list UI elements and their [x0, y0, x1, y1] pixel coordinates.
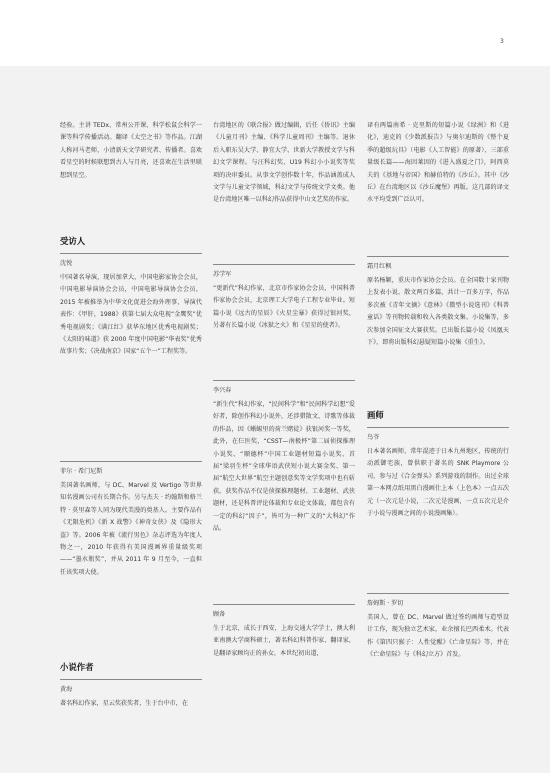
writers-section — [60, 661, 202, 710]
divider — [213, 264, 355, 265]
column-3-intro: 译有两篇南希 · 克里斯的短篇小说《绿洲》和《进化》，迪克的《少数派报告》与奥尔迪斯的《整个夏季的超级玩具》（电影《人工智能》的原著）、三部重量级长篇——海因莱因的《进入盛夏之门》，阿西莫夫的《基地与帝国》和赫伯特的《沙丘》。其中《沙丘》在台湾地区以《沙丘魔堡》再版。这几部的译文水平均受到广泛认可。 — [367, 122, 509, 204]
entry-bio: 美国著名画师，与 DC、Marvel 及 Vertigo 等世界知名漫画公司有长期合作。另与杰夫 · 约翰斯和格兰特 · 莫里森等人同为现代美漫的奠基人。主要作品有《无限危机》《新 X 战警》《神奇女侠》及《隐形大盗》等。2006 年被《流行男色》杂志评选为年度人物之一，2010 年获得有美国漫画界重量级奖项——“墨水瓶奖”，并从 2011 年 9 月至今，一直担任该奖项大使。 — [60, 482, 202, 576]
entry-bio: “更新代”科幻作家，北京市作家协会会员，中国科普作家协会会员，北京理工大学电子工程专业毕业。短篇小说《远古的星辰》《火星尘暴》获得过银河奖，另著有长篇小说《冰狱之火》和《星星的使者》。 — [213, 285, 355, 330]
entry-bio: 中国著名导演，现居加拿大，中国电影家协会会员，中国电影导演协会会员，中国电影导演协会会员，2015 年被推举为中华文化促进会海外理事，导演代表作：《甲肝，1988》获第七届大众电视“金鹰奖”优秀电视剧奖；《满江红》获华东地区优秀电视剧奖；《太阳的味道》获 2000 年度中国电影“华表奖”优秀故事片奖；《决战南京》国家“五个一”工程奖等。 — [60, 274, 202, 356]
entry-bio: “新生代”科幻作家，“民间科学”和“民间科学幻想”爱好者，除创作科幻小说外，还涉猎散文、诗歌等体裁的作品，因《蜥蜴里的荷兰赌徒》获银河奖一等奖，此外，在仨医奖，“CSST—南极杯”第二届侦探推理小说奖、“顺德杯”中国工业题材短篇小说奖、首届“梁羽生杯”全球华语武侠短小说大赛金奖、第一届“航空大世界”航空主题创意奖等文学奖项中也有斩获。获奖作品不仅是侦探推理题材、工业题材、武侠题材，还是科普评论体裁和专业论文体裁，都包含有一定的科幻“因子”，皆可为一种广义的“大科幻”作品。 — [213, 401, 355, 533]
divider — [367, 256, 509, 257]
entry-block — [60, 455, 202, 579]
entry-block — [213, 374, 355, 535]
section-title-writers: 小说作者 — [60, 662, 94, 672]
entry-name: 黄海 — [60, 686, 73, 693]
column-2-intro: 台湾地区的《联合报》做过编辑，后任《侨讯》主编《儿童月刊》主编、《科学儿童周刊》主编等。退休后入职东吴大学、静宜大学、世新大学教授文学与科幻文学课程。与汪科幻奖、U19 科幻小小说奖等奖项的决审委员。从事文学创作数十年，作品涵盖成人文学与儿童文学领域，科幻文学与传统文学文类。他是台湾地区唯一以科幻作品获得中山文艺奖的作家。 — [213, 122, 355, 204]
entry-name: 菲尔 · 希门尼斯 — [60, 468, 103, 475]
divider — [367, 593, 509, 594]
entry-name: 霜月红枫 — [367, 263, 392, 270]
page-number: 3 — [500, 38, 504, 45]
entry-block — [213, 258, 355, 333]
divider — [367, 427, 509, 428]
column-1-intro: 经验。主讲 TEDx、常州公开课、科学松鼠会科学一课等科学传播活动。翻译《太空之书》等作品。江湖人称河马老师，小清新天文学研究者、传播者。喜欢看星空的时候联想到古人与月亮，还喜欢在生活里联想到星空。 — [60, 122, 202, 179]
entry-bio: 日本著名画师，常年混迹于日本九州地区，传统的行动派御宅族，曾供职于著名的 SNK Playmore 公司，参与过《合金弹头》系列游戏的制作。出过全球第一本网点纸用黑白漫画仕上本（上色本）一点五次元（一次元是小说，二次元是漫画，一点五次元是介于小说与漫画之间的小说漫画集）。 — [367, 448, 509, 518]
entry-name: 沈悦 — [60, 260, 73, 267]
divider — [213, 380, 355, 381]
column-3 — [367, 120, 509, 207]
column-1 — [60, 120, 202, 182]
entry-name: 鸟爷 — [367, 434, 380, 441]
divider — [60, 461, 202, 462]
entry-bio: 著名科幻作家，星云奖获奖者，生于台中市，在 — [60, 700, 188, 707]
section-title-artists: 画师 — [367, 410, 384, 420]
entry-name: 顾备 — [213, 611, 226, 618]
entry-bio: 生于北京，成长于西安，上海交通大学学士，澳大利亚南澳大学商科硕士，著名科幻科普作家、翻译家，是翻译家顾均正的孙女，本世纪初出道， — [213, 625, 355, 657]
artists-section — [367, 409, 509, 520]
divider — [60, 253, 202, 254]
entry-bio: 原名杨颖，重庆市作家协会会员。在全国数十家刊物上发表小说、散文两百多篇，共计一百多万字，作品多次被《青年文摘》《意林》《微型小说选刊》《科普童话》等刊物转载和收入各类散文集、小说集等，多次参加全国征文大赛获奖。已出版长篇小说《凤凰天下》，即将出版科幻悬疑短篇小说集《重生》。 — [367, 277, 509, 347]
section-title-interviewees: 受访人 — [60, 236, 86, 246]
divider — [213, 604, 355, 605]
divider — [60, 679, 202, 680]
column-2 — [213, 120, 355, 207]
entry-bio: 美国人，曾在 DC、Marvel 做过签约画师与造型设计工作，现为独立艺术家，业余擅长巴西柔术。代表作《第四只猴子：人性觉醒》《亡命星际》等，并在《亡命星际》与《科幻立方》首发。 — [367, 614, 509, 659]
entry-block — [213, 598, 355, 660]
entry-name: 李兴春 — [213, 387, 232, 394]
interviewees-section — [60, 235, 202, 359]
entry-block — [367, 587, 509, 662]
entry-name: 詹姆斯 · 罗切 — [367, 600, 404, 607]
entry-block — [367, 250, 509, 349]
entry-name: 苏学军 — [213, 271, 232, 278]
